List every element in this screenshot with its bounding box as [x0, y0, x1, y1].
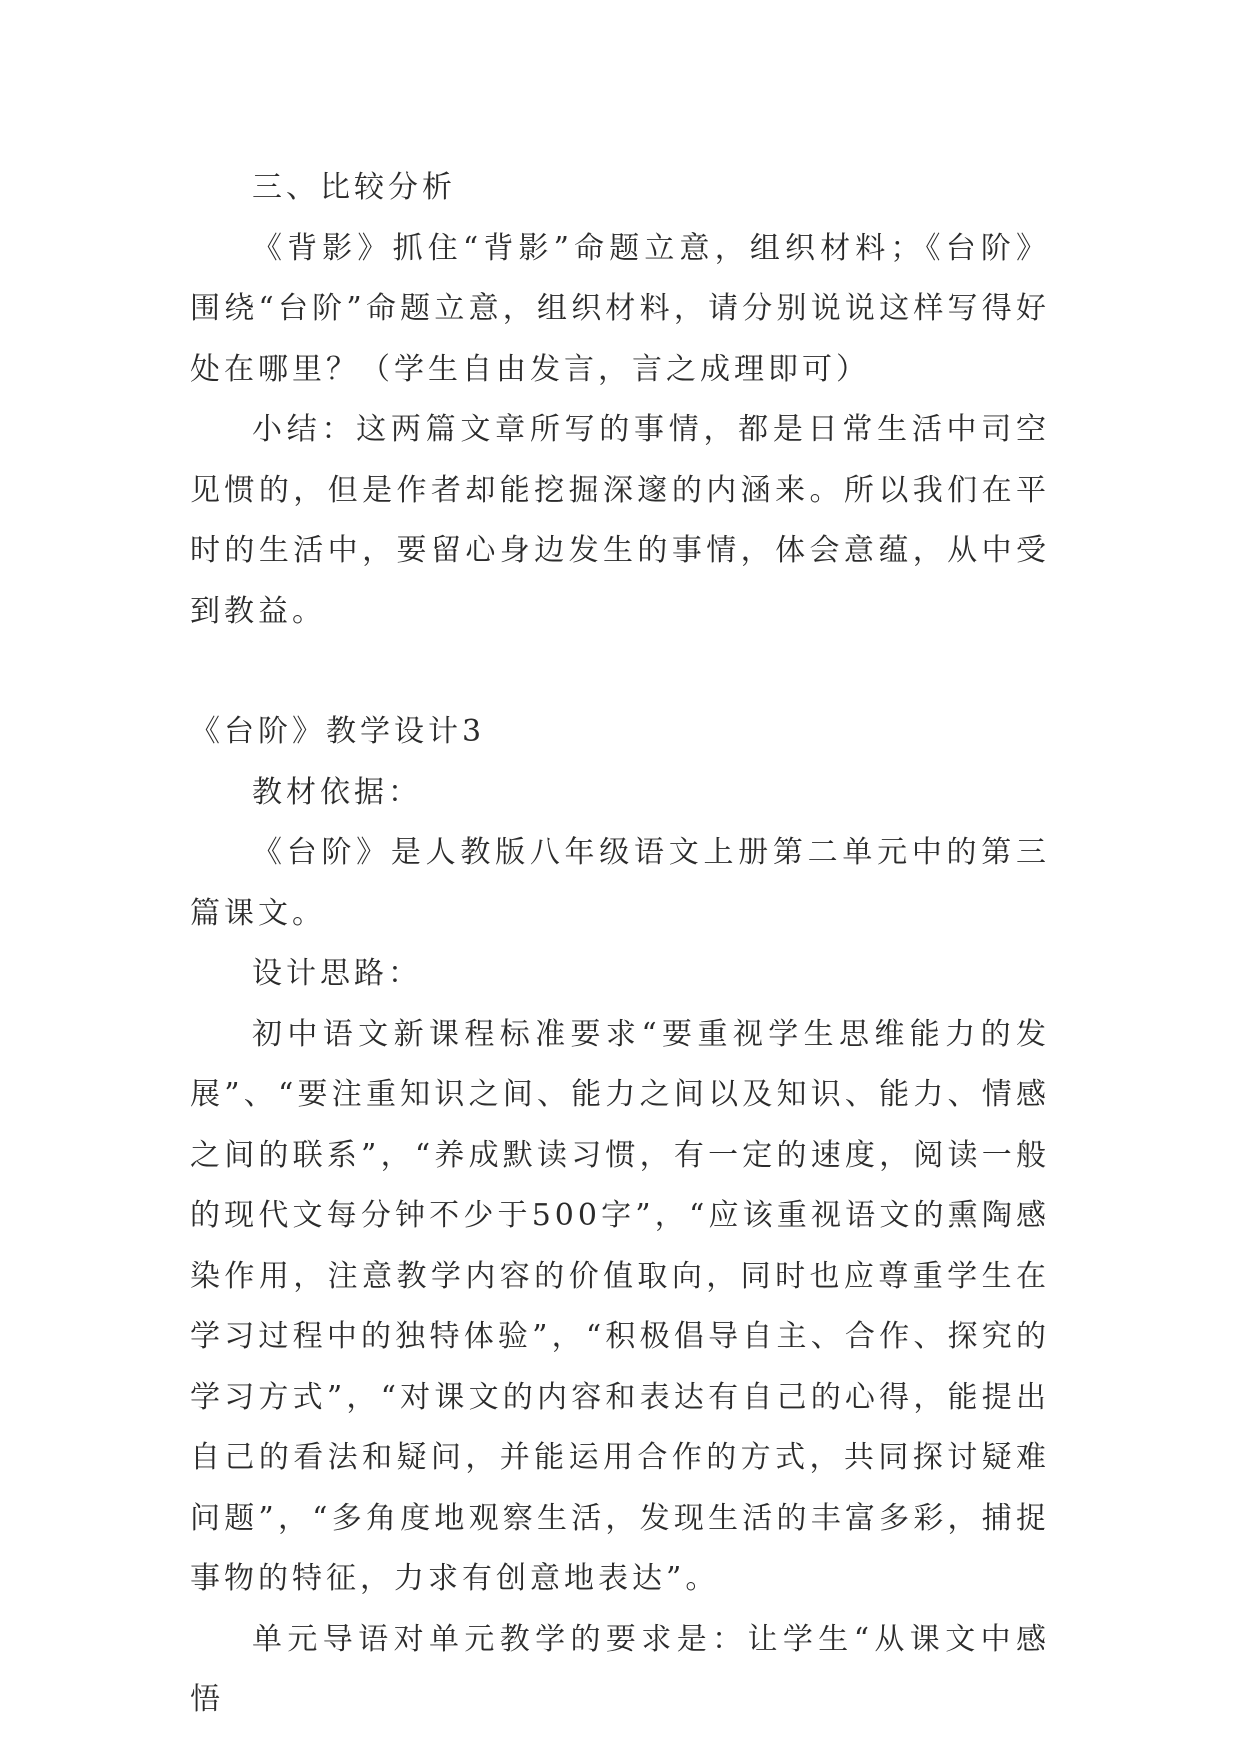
- unit-paragraph: 单元导语对单元教学的要求是：让学生“从课文中感悟: [190, 1621, 1050, 1717]
- idea-label: 设计思路：: [252, 956, 422, 991]
- comparison-question: 《背影》抓住“背影”命题立意，组织材料；《台阶》围绕“台阶”命题立意，组织材料，请分别说说这样写得好处在哪里？（学生自由发言，言之成理即可）: [190, 230, 1050, 387]
- section-heading: 三、比较分析: [252, 170, 456, 205]
- section-gap: [190, 642, 1050, 702]
- design-title: 《台阶》教学设计3: [190, 714, 486, 749]
- basis-label: 教材依据：: [252, 774, 422, 810]
- summary-paragraph: 小结：这两篇文章所写的事情，都是日常生活中司空见惯的，但是作者却能挖掘深邃的内涵来。所以我们在平时的生活中，要留心身边发生的事情，体会意蕴，从中受到教益。: [190, 412, 1050, 629]
- basis-paragraph: 《台阶》是人教版八年级语文上册第二单元中的第三篇课文。: [190, 835, 1050, 931]
- idea-paragraph: 初中语文新课程标准要求“要重视学生思维能力的发展”、“要注重知识之间、能力之间以及知识、能力、情感之间的联系”，“养成默读习惯，有一定的速度，阅读一般的现代文每分钟不少于500字”，“应该重视语文的熏陶感染作用，注意教学内容的价值取向，同时也应尊重学生在学习过程中的独特体验”，“积极倡导自主、合作、探究的学习方式”，“对课文的内容和表达有自己的心得，能提出自己的看法和疑问，并能运用合作的方式，共同探讨疑难问题”，“多角度地观察生活，发现生活的丰富多彩，捕捉事物的特征，力求有创意地表达”。: [190, 1016, 1050, 1596]
- document-body: [190, 158, 1050, 1731]
